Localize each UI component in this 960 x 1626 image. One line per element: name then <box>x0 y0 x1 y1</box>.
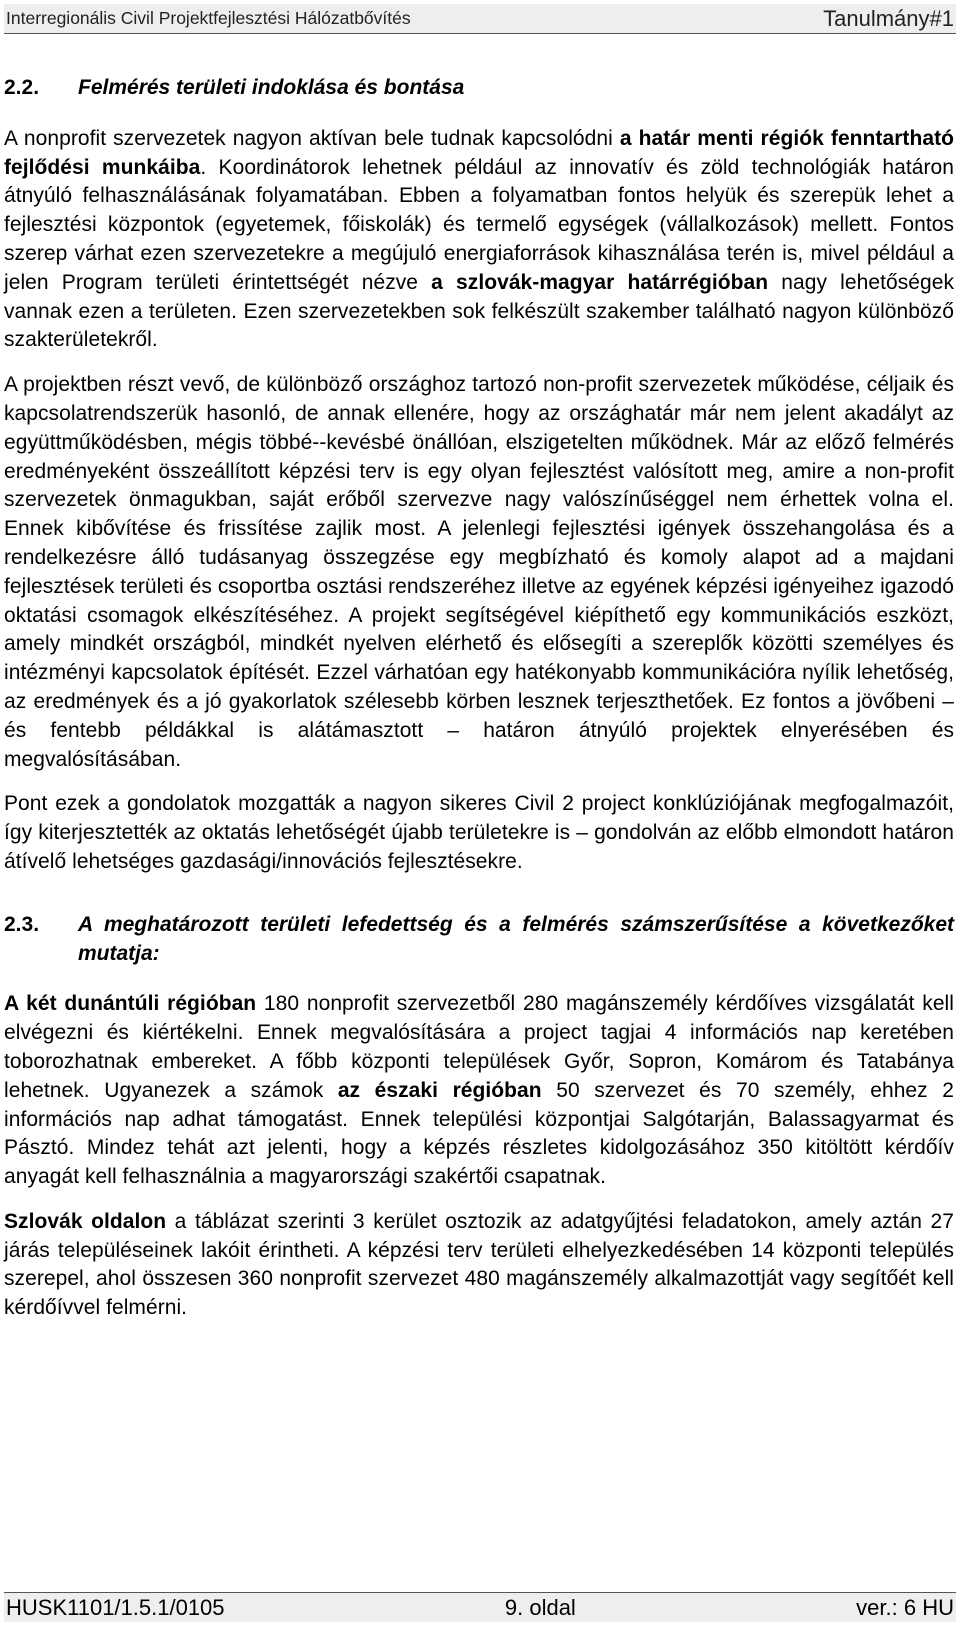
section-number: 2.3. <box>4 912 40 936</box>
paragraph-5: Szlovák oldalon a táblázat szerinti 3 kerület osztozik az adatgyűjtési feladatokon, amely aztán 27 járás településeinek lakóit érintheti. A képzési terv területi elhelyezkedésében 14 központi település szerepel, ahol összesen 360 nonprofit szervezet 480 magánszemély alkalmazottját vagy segítőét kell kérdőívvel felmérni. <box>4 1209 955 1320</box>
emphasis: a szlovák-magyar határrégióban <box>431 270 769 294</box>
paragraph-3: Pont ezek a gondolatok mozgatták a nagyon sikeres Civil 2 project konklúziójának megfogalmazóit, így kiterjesztették az oktatás lehetőségét újabb területekre is – gondolván az előbb elmondott határon átívelő lehetséges gazdasági/innovációs fejlesztésekre. <box>4 792 954 873</box>
document-body <box>4 74 954 1323</box>
header-document-label: Tanulmány#1 <box>823 5 954 31</box>
emphasis: Szlovák oldalon <box>4 1209 167 1233</box>
paragraph-1: A nonprofit szervezetek nagyon aktívan bele tudnak kapcsolódni a határ menti régiók fenntartható fejlődési munkáiba. Koordinátorok lehetnek például az innovatív és zöld technológiák határon átnyúló felhasználásának folyamatában. Ebben a folyamatban fontos helyük és szerepük lehet a fejlesztési központok (egyetemek, főiskolák) és termelő egységek (vállalkozások) mellett. Fontos szerep várhat ezen szervezetekre a megújuló energiaforrások kihasználása terén is, mivel például a jelen Program területi érintettségét nézve a szlovák-magyar határrégióban nagy lehetőségek vannak ezen a területen. Ezen szervezetekben sok felkészült szakember található nagyon különböző szakterületekről. <box>4 126 954 352</box>
paragraph-4: A két dunántúli régióban 180 nonprofit szervezetből 280 magánszemély kérdőíves vizsgálatát kell elvégezni és kiértékelni. Ennek megvalósítására a project tagjai 4 információs nap keretében toborozhatnak embereket. A főbb központi települések Győr, Sopron, Komárom és Tatabánya lehetnek. Ugyanezek a számok az északi régióban 50 szervezet és 70 személy, ehhez 2 információs nap adhat támogatást. Ennek települési központjai Salgótarján, Balassagyarmat és Pásztó. Mindez tehát azt jelenti, hogy a képzés részletes kidolgozásához 350 kitöltött kérdőív anyagát kell felhasználnia a magyarországi szakértői csapatnak. <box>4 992 954 1189</box>
section-heading-2-2 <box>4 74 954 103</box>
section-title: A meghatározott területi lefedettség és a felmérés számszerűsítése a következőket mutatja: <box>78 912 954 965</box>
emphasis: az északi régióban <box>337 1078 542 1102</box>
footer-project-code: HUSK1101/1.5.1/0105 <box>6 1594 225 1620</box>
header-project-title: Interregionális Civil Projektfejlesztési Hálózatbővítés <box>6 8 411 28</box>
section-number: 2.2. <box>4 76 40 99</box>
footer-version: ver.: 6 HU <box>856 1594 954 1620</box>
paragraph-2: A projektben részt vevő, de különböző országhoz tartozó non-profit szervezetek működése, céljaik és kapcsolatrendszerük hasonló, de annak ellenére, hogy az országhatár már nem jelent akadályt az együttműködésben, mégis többé--kevésbé önállóan, elszigetelten működnek. Már az előző felmérés eredményeként összeállított képzési terv is egy olyan fejlesztést valósított meg, amire a non-profit szervezetek önmagukban, saját erőből szervezve nagy valószínűséggel nem érhettek volna el. Ennek kibővítése és frissítése zajlik most. A jelenlegi fejlesztési igények összehangolása és a rendelkezésre álló tudásanyag összegzése egy megbízható és komoly alapot ad a majdani fejlesztések területi és csoportba osztási rendszeréhez illetve az egyének képzési igényeihez igazodó oktatási csomagok elkészítéséhez. A projekt segítségével kiépíthető egy kommunikációs eszközt, amely mindkét országból, mindkét nyelven elérhető és elősegíti a szereplők közötti személyes és intézményi kapcsolatok építését. Ezzel várhatóan egy hatékonyabb kommunikációra nyílik lehetőség, az eredmények és a jó gyakorlatok szélesebb körben lesznek terjeszthetőek. Ez fontos a jövőbeni – és fentebb példákkal is alátámasztott – határon átnyúló projektek elnyerésében és megvalósításában. <box>4 373 954 771</box>
page-footer <box>4 1592 956 1622</box>
emphasis: a határ menti régiók fenntartható fejlődési munkáiba <box>4 126 954 179</box>
section-title: Felmérés területi indoklása és bontása <box>78 76 465 99</box>
footer-page-number: 9. oldal <box>504 1594 576 1620</box>
emphasis: A két dunántúli régióban <box>4 992 257 1016</box>
page-header <box>4 4 956 34</box>
section-heading-2-3 <box>4 911 954 969</box>
